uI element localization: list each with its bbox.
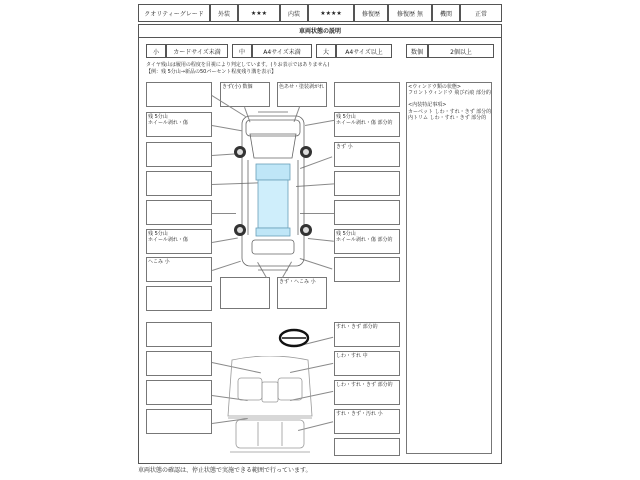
size-legend-row: [146, 44, 494, 58]
damage-box: [146, 82, 212, 107]
damage-box: [146, 142, 212, 167]
note-interior-3: しわ・すれ・きず 部分的: [336, 382, 393, 388]
repair-history-value: 修復歴 無: [388, 4, 432, 22]
note-top-left: きず(小) 数個: [222, 84, 253, 90]
car-windshield: [256, 164, 290, 180]
note-bottom-center: きず・へこみ 小: [279, 279, 316, 285]
note-interior-2: しわ・すれ 中: [336, 353, 368, 359]
car-interior-diagram: [222, 356, 318, 458]
damage-box: [146, 351, 212, 376]
legend-count: 数個: [406, 44, 428, 58]
exterior-label: 外装: [210, 4, 238, 22]
note-interior-1: すれ・きず 部分的: [336, 324, 378, 330]
grade-header-row: [138, 4, 502, 22]
damage-box: [146, 200, 212, 225]
engine-value: 正常: [460, 4, 502, 22]
damage-box: [146, 286, 212, 311]
tire-example-note: 【例：残 5分山→新品の50パーセント程度残り溝を表示】: [146, 69, 277, 75]
legend-small: 小: [146, 44, 166, 58]
car-roof: [258, 180, 288, 228]
damage-box: [334, 171, 400, 196]
legend-large: 大: [316, 44, 336, 58]
legend-medium-desc: A4サイズ未満: [252, 44, 312, 58]
damage-box: [146, 322, 212, 347]
interior-rating: ★★★★: [308, 4, 354, 22]
note-right-front-wheel: 残 5分山 ホイール剥れ・傷 部分的: [336, 114, 393, 126]
note-left-front-wheel: 残 5分山 ホイール剥れ・傷: [148, 114, 188, 126]
remarks-panel: [406, 82, 492, 454]
damage-box: [334, 200, 400, 225]
steering-wheel-icon: [278, 328, 310, 348]
note-top-right: 色あせ・塗装剥がれ: [279, 84, 325, 90]
note-right-upper: きず 小: [336, 144, 353, 150]
exterior-rating: ★★★: [238, 4, 280, 22]
grade-label: クオリティーグレード: [138, 4, 210, 22]
legend-medium: 中: [232, 44, 252, 58]
repair-history-label: 修復歴: [354, 4, 388, 22]
window-status-title: <ウィンドウ類の状態>: [408, 84, 462, 90]
damage-box: [146, 409, 212, 434]
damage-box: [220, 277, 270, 309]
note-left-rear-wheel: 残 5分山 ホイール剥れ・傷: [148, 231, 188, 243]
note-left-rear: へこみ 小: [148, 259, 170, 265]
interior-notes-line1: カーペット しわ・すれ・きず 部分的: [408, 109, 492, 115]
legend-small-desc: カードサイズ未満: [166, 44, 228, 58]
damage-box: [334, 257, 400, 282]
damage-box: [146, 171, 212, 196]
car-rear-window: [256, 228, 290, 236]
engine-label: 機関: [432, 4, 460, 22]
legend-count-desc: 2個以上: [428, 44, 494, 58]
damage-box: [146, 380, 212, 405]
note-right-rear-wheel: 残 5分山 ホイール剥れ・傷 部分的: [336, 231, 393, 243]
legend-title: 車両状態の説明: [138, 24, 502, 38]
interior-notes-line2: 内トリム しわ・すれ・きず 部分的: [408, 115, 487, 121]
damage-box: [334, 438, 400, 456]
note-interior-4: すれ・きず・汚れ 小: [336, 411, 383, 417]
interior-label: 内装: [280, 4, 308, 22]
legend-large-desc: A4サイズ以上: [336, 44, 392, 58]
footer-note: 車両状態の確認は、停止状態で実施できる範囲で行っています。: [138, 467, 312, 474]
interior-notes-title: <内装特記事項>: [408, 102, 447, 108]
car-exterior-diagram: [228, 110, 318, 275]
window-status-text: フロントウィンドウ 飛び石痕 部分的: [408, 90, 491, 96]
damage-box: [334, 82, 400, 107]
tire-note: タイヤ残山は履用の程度を目視により判定しています。(りお表示ではありません): [146, 62, 330, 68]
